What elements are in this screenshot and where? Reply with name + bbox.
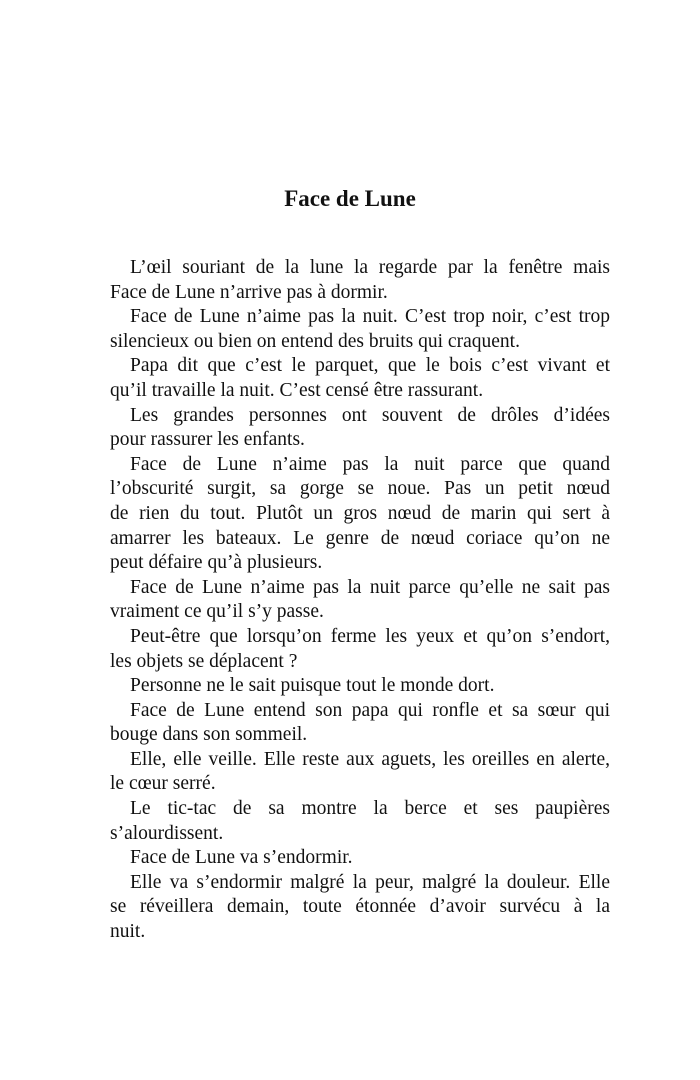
text-line: les objets se déplacent ? [110,650,298,672]
text-line: Papa dit que c’est le parquet, que le bois c’est vivant et [130,355,610,377]
text-line: Personne ne le sait puisque tout le monde dort. [130,675,495,697]
text-line: Face de Lune n’arrive pas à dormir. [110,281,388,303]
text-line: Elle va s’endormir malgré la peur, malgré la douleur. Elle [130,871,610,893]
paragraph [110,674,610,699]
text-line: se réveillera demain, toute étonnée d’avoir survécu à la [110,896,610,918]
text-line: pour rassurer les enfants. [110,429,305,451]
text-line: nuit. [110,921,146,943]
text-line: L’œil souriant de la lune la regarde par la fenêtre mais [130,257,610,278]
chapter-title: Face de Lune [284,186,416,211]
paragraph [110,797,610,846]
text-line: Elle, elle veille. Elle reste aux aguets, les oreilles en alerte, [130,748,610,770]
text-line: de rien du tout. Plutôt un gros nœud de marin qui sert à [110,502,610,524]
text-line: Face de Lune n’aime pas la nuit. C’est trop noir, c’est trop [130,306,610,328]
paragraph [110,846,610,871]
paragraph [110,256,610,305]
text-line: s’alourdissent. [110,822,224,844]
paragraph [110,699,610,748]
text-line: Face de Lune entend son papa qui ronfle et sa sœur qui [130,699,610,721]
text-line: Face de Lune va s’endormir. [130,847,353,869]
text-line: le cœur serré. [110,773,216,795]
text-line: Le tic-tac de sa montre la berce et ses paupières [130,798,610,820]
paragraph [110,354,610,403]
text-line: bouge dans son sommeil. [110,724,308,746]
text-line: silencieux ou bien on entend des bruits qui craquent. [110,330,520,352]
chapter-body [110,256,610,945]
text-line: Peut-être que lorsqu’on ferme les yeux et qu’on s’endort, [130,625,610,647]
text-line: Face de Lune n’aime pas la nuit parce qu’elle ne sait pas [130,576,610,598]
paragraph [110,404,610,453]
paragraph [110,625,610,674]
paragraph [110,305,610,354]
text-line: vraiment ce qu’il s’y passe. [110,601,324,623]
text-line: peut défaire qu’à plusieurs. [110,552,323,574]
paragraph [110,871,610,945]
text-line: qu’il travaille la nuit. C’est censé être rassurant. [110,379,484,401]
paragraph [110,576,610,625]
text-line: amarrer les bateaux. Le genre de nœud coriace qu’on ne [110,527,610,549]
text-line: Les grandes personnes ont souvent de drôles d’idées [130,404,610,426]
paragraph [110,453,610,576]
text-line: l’obscurité surgit, sa gorge se noue. Pas un petit nœud [110,478,610,500]
paragraph [110,748,610,797]
text-line: Face de Lune n’aime pas la nuit parce que quand [130,453,610,475]
